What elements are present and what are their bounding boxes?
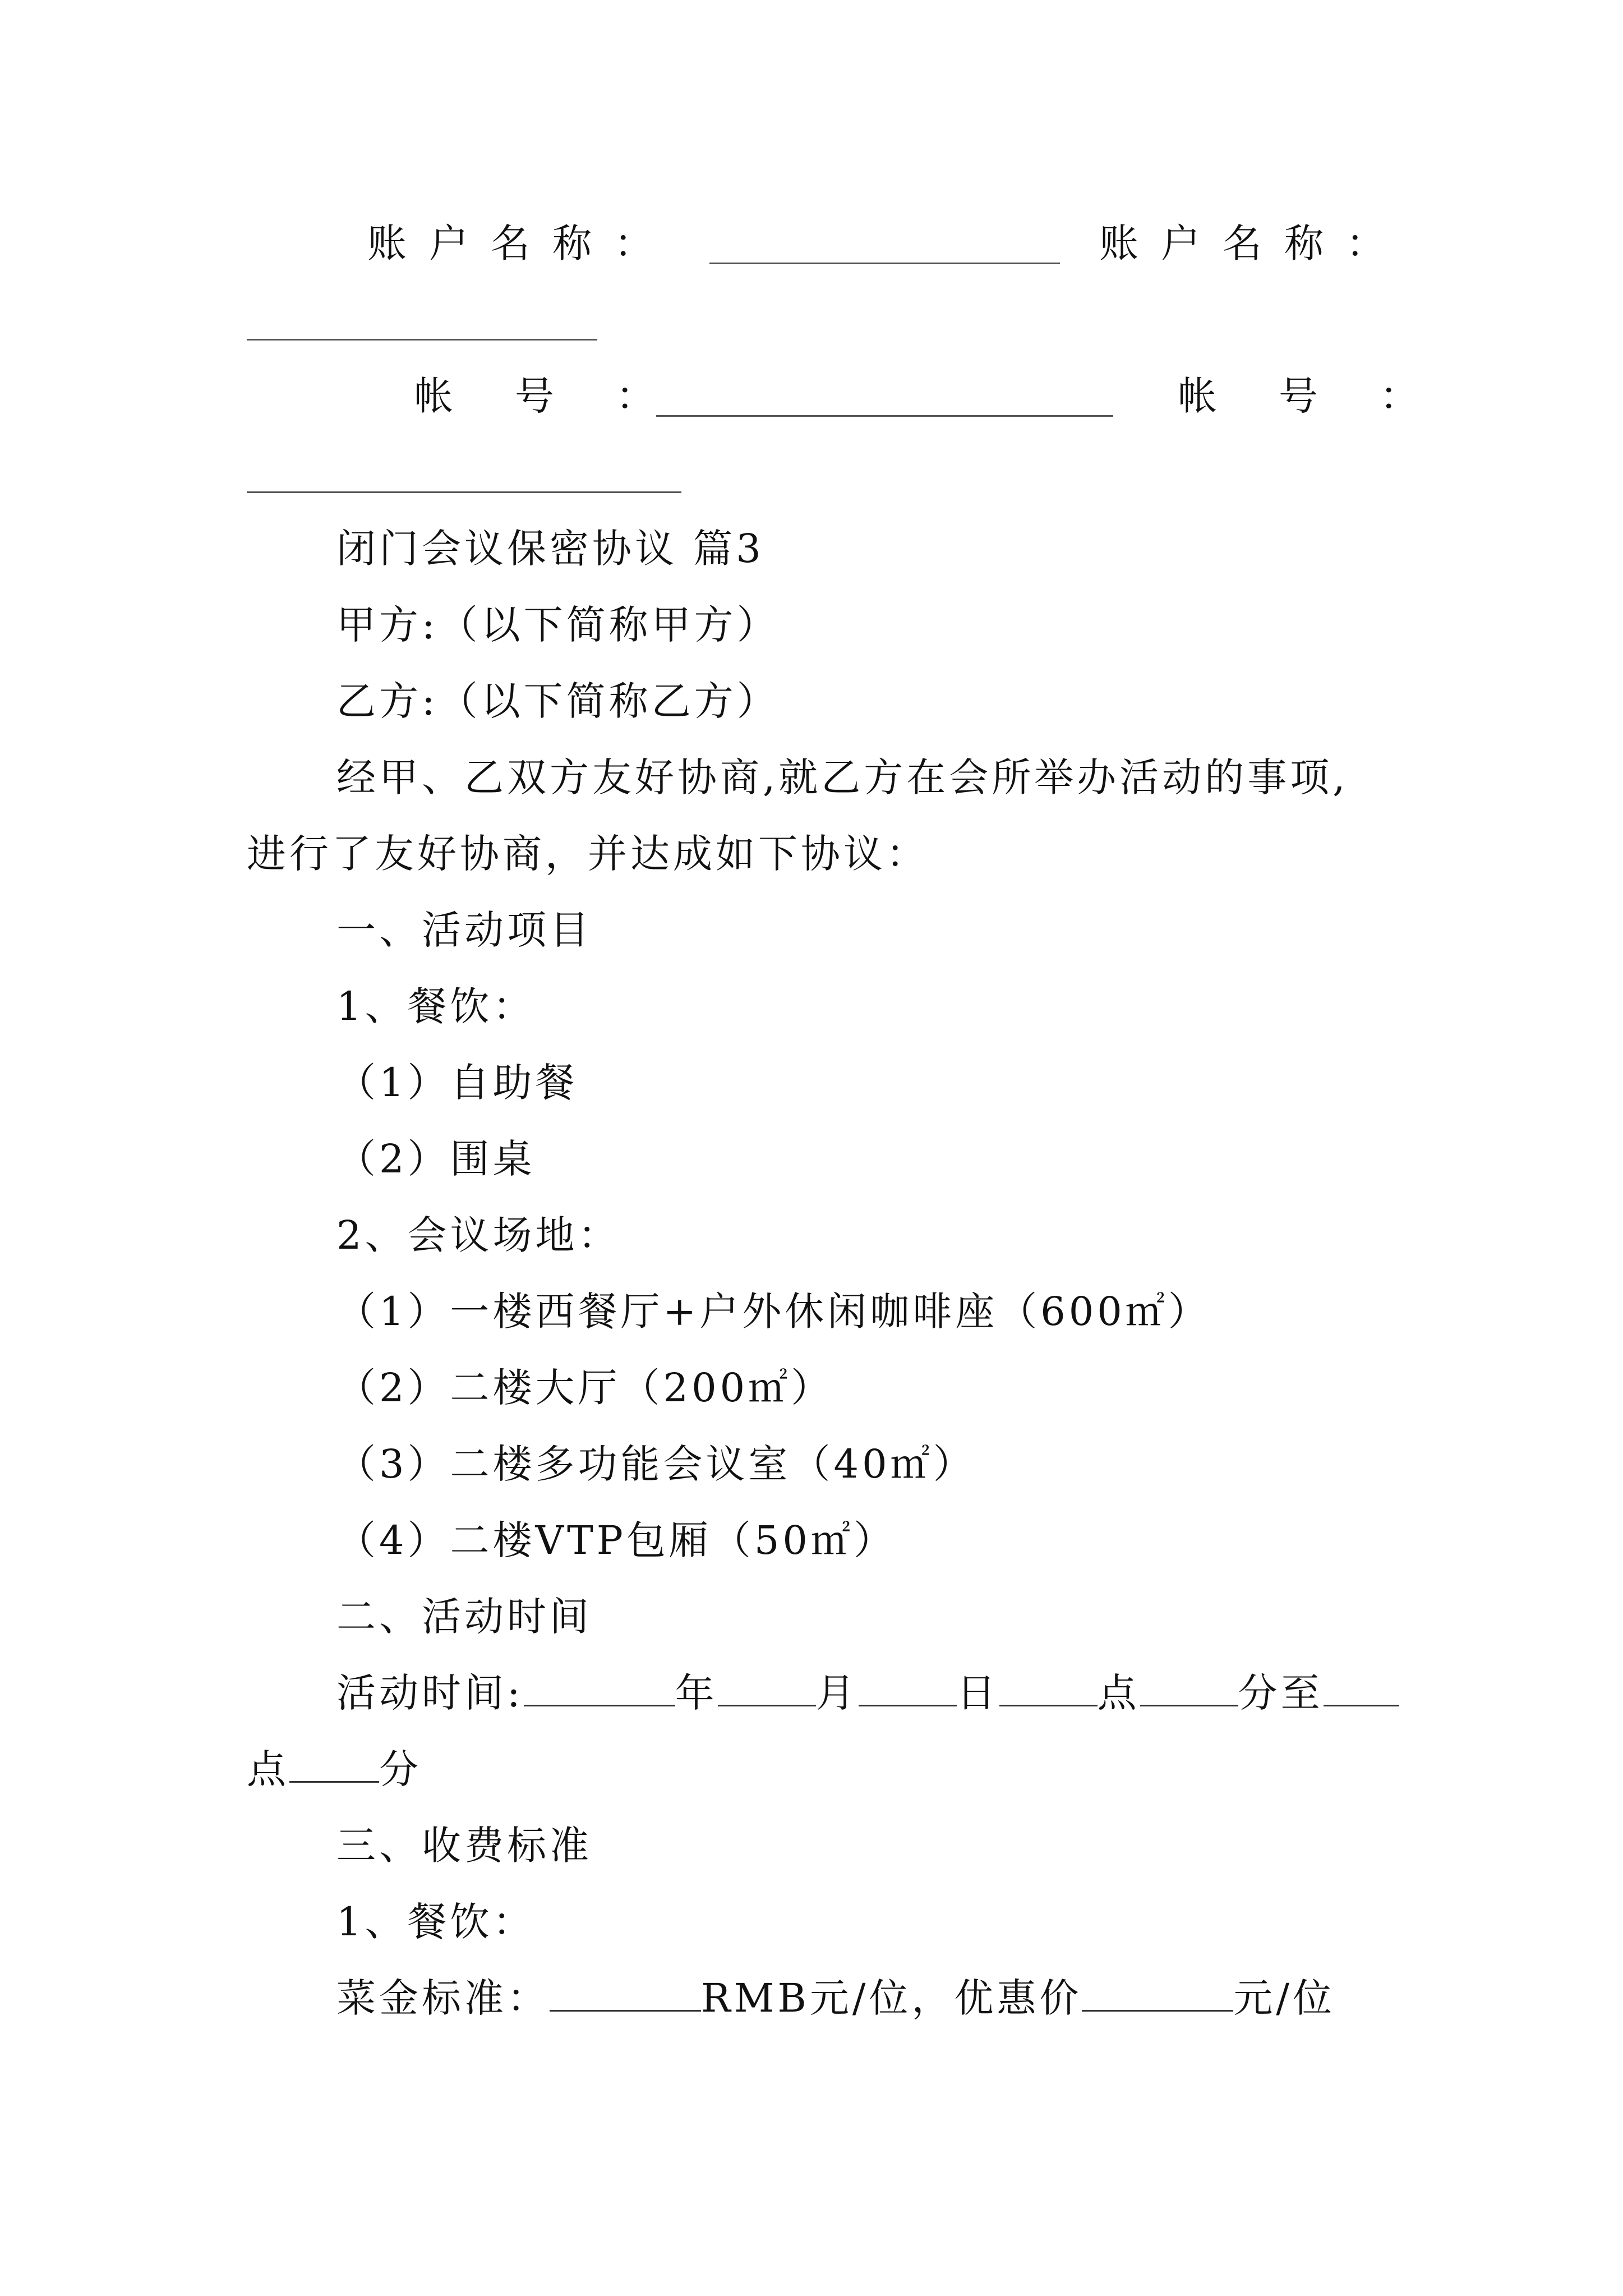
activity-time-line-2	[247, 1742, 422, 1796]
venue-item-2: （2）二楼大厅（200㎡）	[336, 1365, 834, 1411]
year-blank	[524, 1670, 675, 1706]
sec1-heading: 一、活动项目	[336, 907, 592, 953]
day-blank	[859, 1670, 957, 1706]
end-minute-text: 分	[379, 1746, 422, 1792]
end-minute-blank	[289, 1746, 379, 1783]
day-text: 日	[956, 1670, 999, 1716]
intro-line-2: 进行了友好协商，并达成如下协议：	[247, 831, 929, 877]
rmb-per-person-text: RMB元/位，优惠价	[701, 1975, 1082, 2021]
sec1-catering-label: 1、餐饮：	[336, 983, 536, 1029]
dish-standard-line	[336, 1971, 1335, 2025]
account-name-blank-right	[247, 339, 597, 341]
venue-item-1: （1）一楼西餐厅+户外休闲咖啡座（600㎡）	[336, 1289, 1211, 1335]
party-b: 乙方:（以下简称乙方）	[336, 678, 780, 724]
activity-time-label: 活动时间:	[336, 1670, 524, 1716]
sec3-heading: 三、收费标准	[336, 1823, 592, 1869]
sec2-heading: 二、活动时间	[336, 1594, 592, 1640]
account-no-label-right: 帐号：	[1178, 373, 1481, 419]
year-text: 年	[675, 1670, 718, 1716]
sec3-catering-label: 1、餐饮：	[336, 1899, 536, 1945]
yuan-per-person-text: 元/位	[1233, 1975, 1335, 2021]
month-blank	[718, 1670, 816, 1706]
venue-item-3: （3）二楼多功能会议室（40㎡）	[336, 1441, 976, 1487]
end-hour-text: 点	[247, 1746, 289, 1792]
section-title: 闭门会议保密协议 篇3	[336, 526, 764, 572]
account-no-blank-left	[656, 415, 1113, 417]
hour-text: 点	[1097, 1670, 1140, 1716]
month-text: 月	[815, 1670, 859, 1716]
catering-item-buffet: （1）自助餐	[336, 1060, 578, 1106]
catering-item-round-table: （2）围桌	[336, 1136, 536, 1182]
account-no-blank-right	[247, 491, 681, 493]
dish-price-blank	[550, 1975, 701, 2012]
dish-standard-label: 菜金标准：	[336, 1975, 550, 2021]
end-hour-blank	[1324, 1670, 1399, 1706]
minute-blank	[1140, 1670, 1238, 1706]
intro-line-1: 经甲、乙双方友好协商,就乙方在会所举办活动的事项,	[336, 754, 1349, 800]
minute-to-text: 分至	[1238, 1670, 1324, 1716]
account-name-label-left: 账户名称：	[367, 220, 676, 266]
discount-price-blank	[1082, 1975, 1233, 2012]
venue-item-4: （4）二楼VTP包厢（50㎡）	[336, 1517, 896, 1563]
account-no-label-left: 帐号：	[414, 373, 717, 419]
account-name-label-right: 账户名称：	[1099, 220, 1408, 266]
sec1-venue-label: 2、会议场地：	[336, 1212, 621, 1258]
hour-blank	[999, 1670, 1098, 1706]
activity-time-line	[336, 1666, 1399, 1720]
party-a: 甲方:（以下简称甲方）	[336, 602, 780, 648]
account-name-blank-left	[709, 263, 1060, 264]
